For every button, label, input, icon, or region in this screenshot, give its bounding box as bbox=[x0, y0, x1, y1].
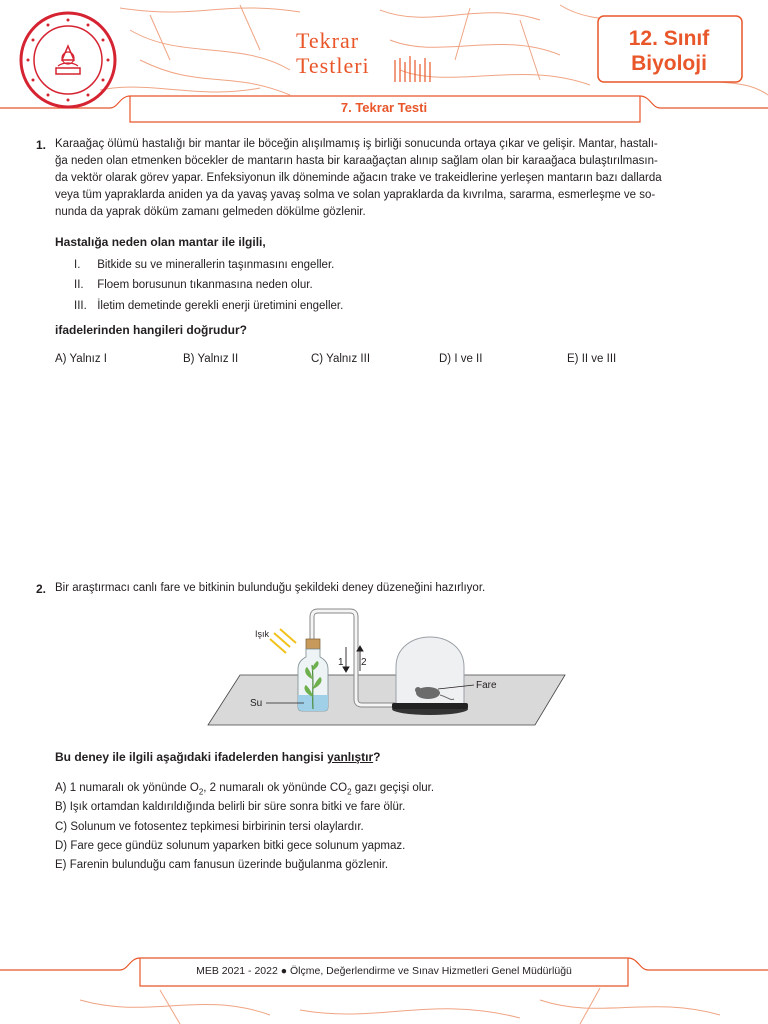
water-label: Su bbox=[250, 698, 263, 709]
statement-text: Bitkide su ve minerallerin taşınmasını engeller. bbox=[97, 259, 335, 271]
q2-optA-part: gazı geçişi olur. bbox=[351, 782, 435, 794]
arrow-1-label: 1 bbox=[338, 657, 344, 668]
statement-text: Floem borusunun tıkanmasına neden olur. bbox=[97, 279, 313, 291]
mouse-label: Fare bbox=[476, 680, 497, 691]
statement-num: III. bbox=[74, 300, 87, 312]
q2-option-e[interactable]: E) Farenin bulunduğu cam fanusun üzerinde buğulanma gözlenir. bbox=[55, 859, 389, 871]
q1-para-line: Karaağaç ölümü hastalığı bir mantar ile böceğin alışılmamış iş birliği sonucunda ortaya çıkar ve gelişir. Mantar, hastalı- bbox=[55, 138, 658, 150]
footer-text: MEB 2021 - 2022 ● Ölçme, Değerlendirme ve Sınav Hizmetleri Genel Müdürlüğü bbox=[196, 965, 572, 977]
plant-bottle bbox=[298, 639, 328, 711]
q2-optA-sub: 2 bbox=[198, 787, 204, 797]
q2-option-d[interactable]: D) Fare gece gündüz solunum yaparken bitki gece solunum yapmaz. bbox=[55, 840, 406, 852]
q1-question: ifadelerinden hangileri doğrudur? bbox=[55, 323, 248, 337]
q1-statement bbox=[74, 259, 334, 271]
q2-option-b[interactable]: B) Işık ortamdan kaldırıldığında belirli bir süre sonra bitki ve fare ölür. bbox=[55, 801, 406, 813]
q1-option-b[interactable]: B) Yalnız II bbox=[183, 353, 239, 365]
light-label: Işık bbox=[255, 629, 270, 639]
subject-label: Biyoloji bbox=[631, 52, 707, 75]
q1-option-e[interactable]: E) II ve III bbox=[567, 353, 617, 365]
q2-optA-sub: 2 bbox=[347, 787, 352, 797]
q1-para-line: da vektör olarak görev yapar. Enfeksiyonun ilk döneminde ağacın trake ve trakeidlerine yerleşen mantarın bazı dallarda bbox=[55, 172, 662, 184]
brand-title bbox=[296, 28, 370, 78]
arrow-2-label: 2 bbox=[361, 657, 367, 668]
q2-optA-part: A) 1 numaralı ok yönünde O bbox=[55, 782, 199, 794]
q2-optA-part: , 2 numaralı ok yönünde CO bbox=[203, 782, 348, 794]
statement-num: I. bbox=[74, 259, 81, 271]
q2-number: 2. bbox=[36, 582, 47, 596]
q2-intro: Bir araştırmacı canlı fare ve bitkinin bulunduğu şekildeki deney düzeneğini hazırlıyor. bbox=[55, 582, 486, 594]
gas-arrows bbox=[343, 646, 363, 672]
light-icon bbox=[270, 629, 296, 653]
brand-line1: Tekrar bbox=[296, 28, 360, 53]
test-title: 7. Tekrar Testi bbox=[340, 100, 428, 115]
q1-stem: Hastalığa neden olan mantar ile ilgili, bbox=[55, 235, 266, 249]
q1-para-line: ğa neden olan etmenken böcekler de mantarın hasta bir karaağaçtan alınıp sağlam olan bir karaağaca bulaştırılmasın- bbox=[55, 155, 658, 167]
q1-para-line: veya tüm yapraklarda aniden ya da yavaş yavaş solma ve solan yapraklarda da kıvrılma, sararma, esmerleşme ve so- bbox=[55, 189, 656, 201]
q1-statement bbox=[74, 300, 343, 312]
q1-statement bbox=[74, 279, 313, 291]
q2-question bbox=[55, 750, 380, 764]
statement-num: II. bbox=[74, 279, 84, 291]
ministry-seal-logo bbox=[18, 10, 118, 110]
grade-label: 12. Sınıf bbox=[628, 27, 710, 50]
q1-number: 1. bbox=[36, 138, 47, 152]
q1-para-line: nunda da yaprak döküm zamanı gelmeden dökülme gözlenir. bbox=[55, 206, 366, 218]
statement-text: İletim demetinde gerekli enerji üretimini engeller. bbox=[97, 300, 344, 312]
q2-option-c[interactable]: C) Solunum ve fotosentez tepkimesi birbirinin tersi olaylardır. bbox=[55, 821, 364, 833]
grade-subject-box bbox=[610, 26, 728, 76]
q1-paragraph bbox=[55, 136, 745, 221]
glass-bell-jar bbox=[392, 637, 468, 715]
q1-option-a[interactable]: A) Yalnız I bbox=[55, 353, 107, 365]
brand-line2: Testleri bbox=[296, 53, 370, 78]
q2-question-pre: Bu deney ile ilgili aşağıdaki ifadelerden hangisi bbox=[55, 750, 328, 764]
q2-question-emph: yanlıştır bbox=[327, 750, 374, 764]
footer-frame bbox=[0, 940, 768, 1024]
q1-option-c[interactable]: C) Yalnız III bbox=[311, 353, 371, 365]
q2-question-post: ? bbox=[373, 750, 381, 764]
q1-option-d[interactable]: D) I ve II bbox=[439, 353, 483, 365]
experiment-figure bbox=[200, 605, 570, 735]
